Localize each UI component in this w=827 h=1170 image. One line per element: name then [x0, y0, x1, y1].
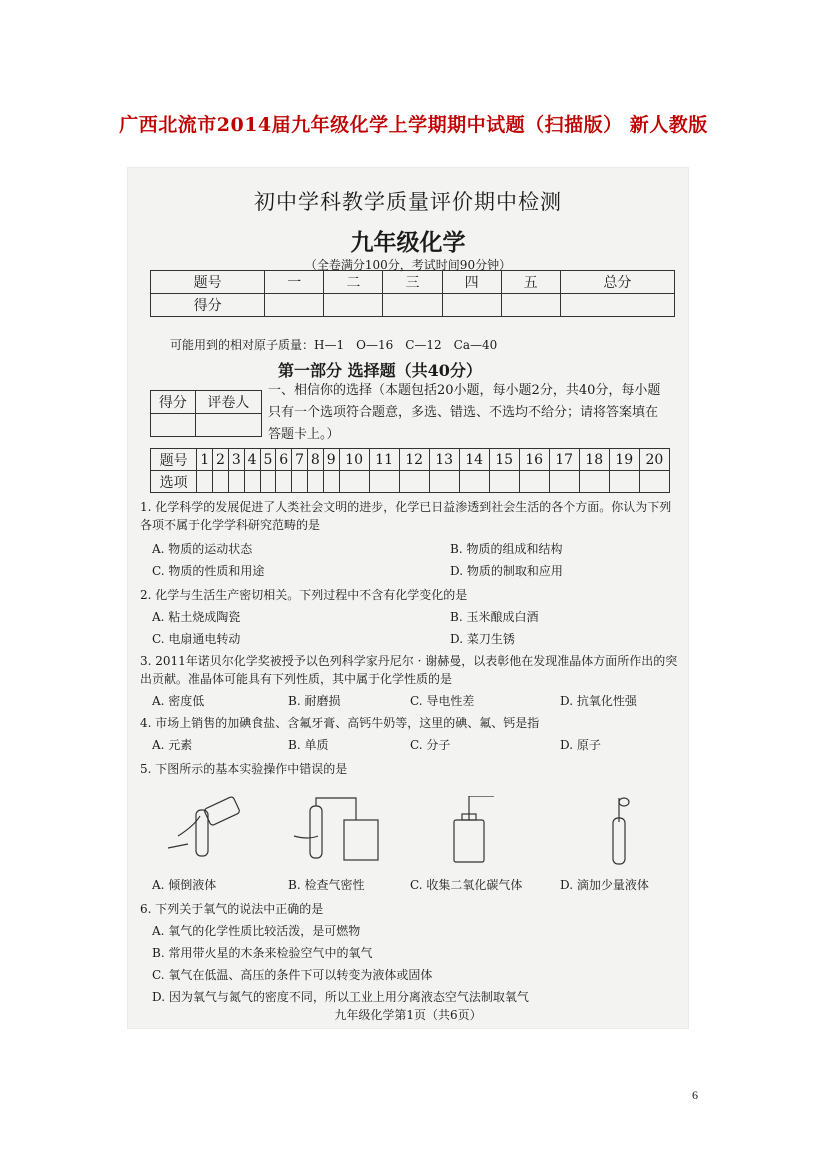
part1-title: 第一部分 选择题（共40分）	[278, 361, 482, 380]
question-3-option-b: B. 耐磨损	[288, 694, 341, 708]
answer-number: 12	[399, 449, 429, 471]
grader-table	[150, 390, 262, 437]
airtight-check-figure	[294, 798, 378, 860]
question-6-option-d: D. 因为氧气与氮气的密度不同，所以工业上用分离液态空气法制取氧气	[152, 990, 529, 1004]
question-2-option-c: C. 电扇通电转动	[152, 632, 241, 646]
question-6-option-a: A. 氧气的化学性质比较活泼，是可燃物	[152, 924, 361, 938]
question-5-option-d: D. 滴加少量液体	[560, 878, 649, 892]
question-4-option-c: C. 分子	[410, 738, 451, 752]
answer-number: 14	[459, 449, 489, 471]
score-cell	[442, 294, 501, 317]
score-cell	[383, 294, 442, 317]
answer-cell	[339, 471, 369, 493]
answer-cell	[260, 471, 276, 493]
answer-number: 4	[244, 449, 260, 471]
question-2-option-a: A. 粘土烧成陶瓷	[152, 610, 241, 624]
answer-number: 9	[323, 449, 339, 471]
score-cell	[501, 294, 560, 317]
score-header: 题号	[151, 271, 265, 294]
answer-cell	[459, 471, 489, 493]
question-1-option-a: A. 物质的运动状态	[152, 542, 253, 556]
question-1-option-b: B. 物质的组成和结构	[450, 542, 563, 556]
answer-number: 13	[429, 449, 459, 471]
answer-cell	[579, 471, 609, 493]
question-1-stem: 1. 化学科学的发展促进了人类社会文明的进步，化学已日益渗透到社会生活的各个方面。你认为下列各项不属于化学学科研究范畴的是	[140, 500, 672, 532]
collect-co2-figure	[454, 796, 494, 862]
question-4-option-b: B. 单质	[288, 738, 329, 752]
score-header: 五	[501, 271, 560, 294]
answer-cell	[429, 471, 459, 493]
answer-cell	[292, 471, 308, 493]
question-5-option-b: B. 检查气密性	[288, 878, 365, 892]
scanned-exam-page	[128, 168, 688, 1028]
answer-number: 5	[260, 449, 276, 471]
answer-cell	[609, 471, 639, 493]
score-header: 二	[324, 271, 383, 294]
question-4-stem: 4. 市场上销售的加碘食盐、含氟牙膏、高钙牛奶等，这里的碘、氟、钙是指	[140, 716, 540, 730]
question-4-option-d: D. 原子	[560, 738, 601, 752]
question-2-option-d: D. 菜刀生锈	[450, 632, 515, 646]
score-table	[150, 270, 675, 317]
score-row-label: 得分	[151, 294, 265, 317]
answer-cell	[369, 471, 399, 493]
answer-cell	[549, 471, 579, 493]
exam-subject: 九年级化学	[350, 229, 466, 256]
grader-score-label: 得分	[151, 391, 196, 414]
score-cell	[265, 294, 324, 317]
answer-number: 11	[369, 449, 399, 471]
question-5-option-a: A. 倾倒液体	[152, 878, 217, 892]
score-header: 四	[442, 271, 501, 294]
lab-operation-figures	[158, 796, 658, 868]
score-cell	[560, 294, 674, 317]
answer-cell	[228, 471, 244, 493]
answer-number: 17	[549, 449, 579, 471]
answer-number: 8	[307, 449, 323, 471]
answer-number: 18	[579, 449, 609, 471]
answer-number: 3	[228, 449, 244, 471]
score-header: 一	[265, 271, 324, 294]
grader-name-label: 评卷人	[195, 391, 261, 414]
document-title: 广西北流市2014届九年级化学上学期期中试题（扫描版） 新人教版	[119, 114, 708, 136]
score-cell	[324, 294, 383, 317]
answer-number: 19	[609, 449, 639, 471]
question-6-stem: 6. 下列关于氧气的说法中正确的是	[140, 902, 324, 916]
answer-number: 2	[213, 449, 229, 471]
answer-number: 20	[639, 449, 669, 471]
answer-cell	[323, 471, 339, 493]
answer-num-label: 题号	[151, 449, 197, 471]
answer-number: 16	[519, 449, 549, 471]
page-number: 6	[692, 1088, 698, 1102]
answer-cell	[244, 471, 260, 493]
answer-number: 10	[339, 449, 369, 471]
page-footer: 九年级化学第1页（共6页）	[334, 1008, 482, 1022]
pour-liquid-figure	[168, 796, 240, 856]
question-4-option-a: A. 元素	[152, 738, 193, 752]
answer-cell	[276, 471, 292, 493]
question-2-stem: 2. 化学与生活生产密切相关。下列过程中不含有化学变化的是	[140, 588, 468, 602]
question-3-stem: 3. 2011年诺贝尔化学奖被授予以色列科学家丹尼尔 · 谢赫曼，以表彰他在发现准晶体方面所作出的突出贡献。准晶体可能具有下列性质，其中属于化学性质的是	[140, 654, 678, 686]
exam-note: （全卷满分100分，考试时间90分钟）	[304, 258, 512, 272]
exam-title: 初中学科教学质量评价期中检测	[254, 190, 562, 214]
answer-cell	[519, 471, 549, 493]
answer-cell	[399, 471, 429, 493]
answer-cell	[639, 471, 669, 493]
answer-number: 15	[489, 449, 519, 471]
answer-cell	[213, 471, 229, 493]
question-6-option-b: B. 常用带火星的木条来检验空气中的氧气	[152, 946, 373, 960]
question-3-option-c: C. 导电性差	[410, 694, 475, 708]
question-1-option-d: D. 物质的制取和应用	[450, 564, 563, 578]
drop-liquid-figure	[613, 798, 629, 864]
grader-cell	[195, 414, 261, 437]
question-2-option-b: B. 玉米酿成白酒	[450, 610, 539, 624]
score-header: 总分	[560, 271, 674, 294]
question-1-option-c: C. 物质的性质和用途	[152, 564, 265, 578]
answer-table	[150, 448, 670, 493]
answer-cell	[489, 471, 519, 493]
answer-number: 7	[292, 449, 308, 471]
part1-instructions: 一、相信你的选择（本题包括20小题，每小题2分，共40分，每小题只有一个选项符合题意，多选、错选、不选均不给分；请将答案填在答题卡上。）	[268, 383, 661, 442]
answer-number: 6	[276, 449, 292, 471]
question-6-option-c: C. 氧气在低温、高压的条件下可以转变为液体或固体	[152, 968, 433, 982]
question-3-option-d: D. 抗氧化性强	[560, 694, 637, 708]
answer-number: 1	[197, 449, 213, 471]
answer-cell	[307, 471, 323, 493]
question-5-option-c: C. 收集二氧化碳气体	[410, 878, 523, 892]
question-5-stem: 5. 下图所示的基本实验操作中错误的是	[140, 762, 348, 776]
question-3-option-a: A. 密度低	[152, 694, 205, 708]
answer-cell	[197, 471, 213, 493]
atomic-mass-note: 可能用到的相对原子质量：H—1 O—16 C—12 Ca—40	[170, 338, 498, 352]
grader-cell	[151, 414, 196, 437]
answer-opt-label: 选项	[151, 471, 197, 493]
score-header: 三	[383, 271, 442, 294]
